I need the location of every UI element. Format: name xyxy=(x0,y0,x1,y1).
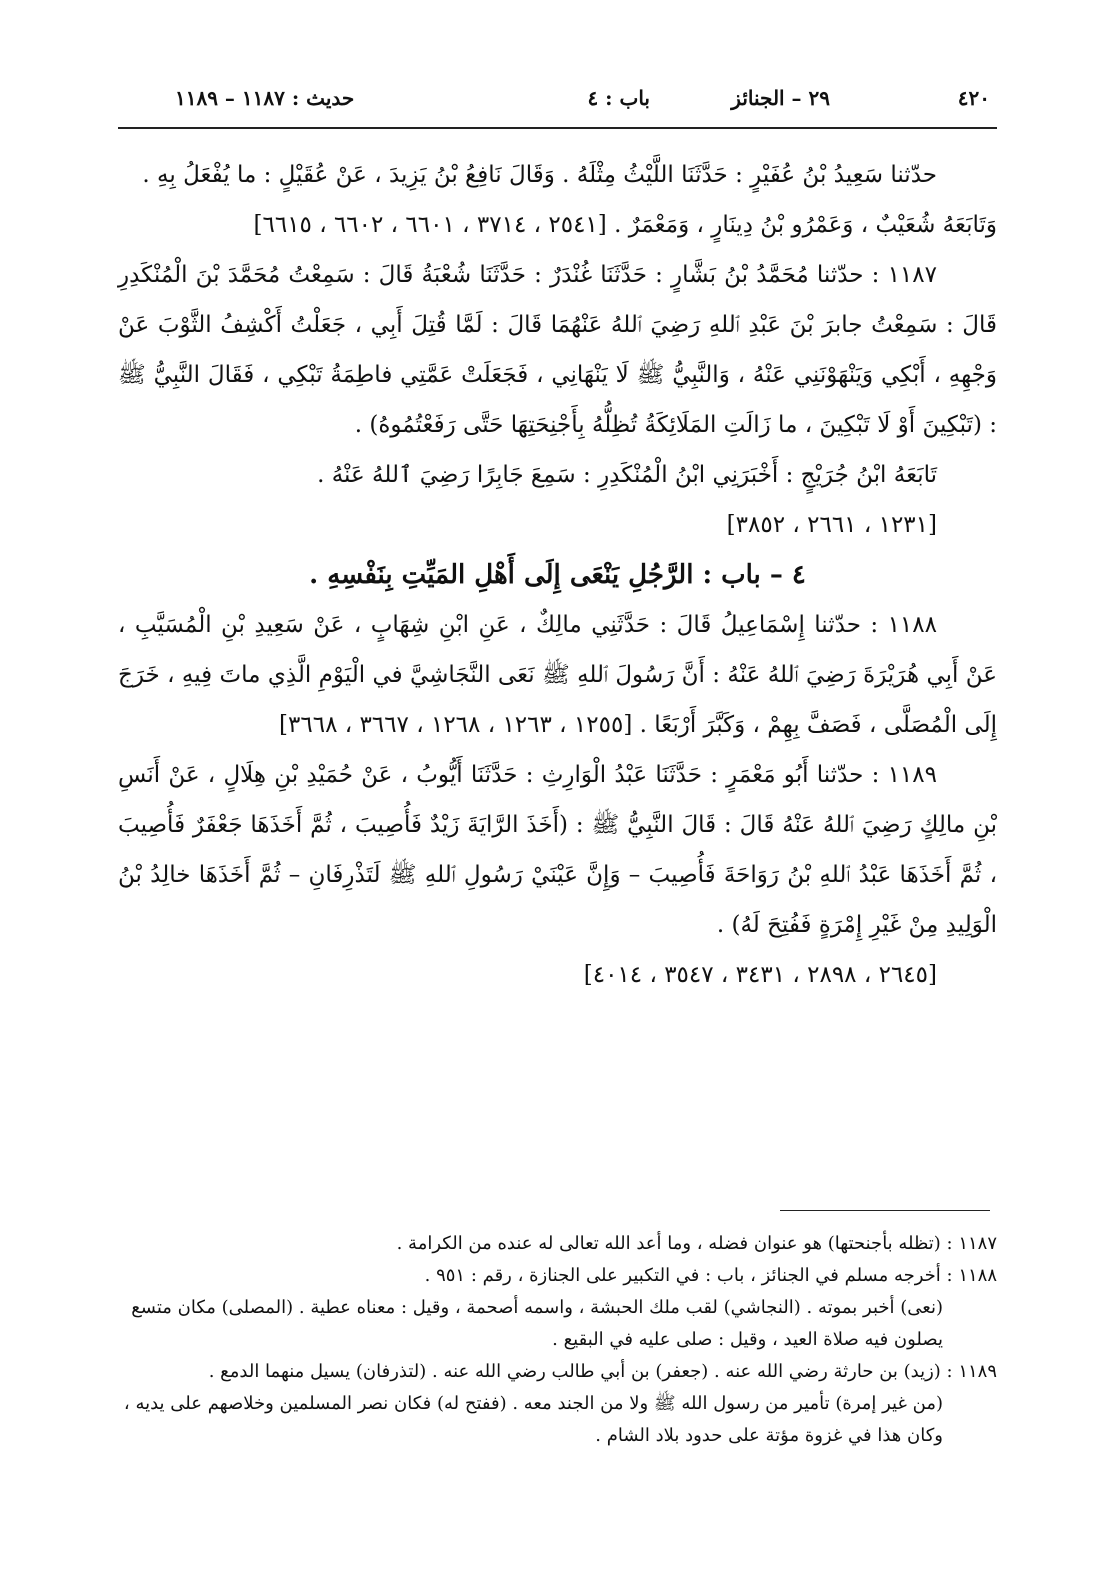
hadith-range: حديث : ١١٨٧ – ١١٨٩ xyxy=(175,86,355,110)
hadith-1187-refs: [١٢٣١ ، ٢٦٦١ ، ٣٨٥٢] xyxy=(726,512,937,538)
page-number: ٤٢٠ xyxy=(957,86,990,110)
hadith-1187: ١١٨٧ : حدّثنا مُحَمَّدُ بْنُ بَشَّارٍ : حَدَّثَنَا غُنْدَرٌ : حَدَّثَنَا شُعْبَةُ قَالَ : سَمِعْتُ مُحَمَّدَ بْنَ الْمُنْكَدِرِ قَالَ : سَمِعْتُ جابرَ بْنَ عَبْدِ ٱللهِ رَضِيَ ٱللهُ عَنْهُمَا قَالَ : لَمَّا قُتِلَ أَبِي ، جَعَلْتُ أَكْشِفُ الثَّوْبَ عَنْ وَجْهِهِ ، أَبْكِي وَيَنْهَوْنَنِي عَنْهُ ، وَالنَّبِيُّ ﷺ لَا يَنْهَانِي ، فَجَعَلَتْ عَمَّتِي فاطِمَةُ تَبْكِي ، فَقَالَ النَّبِيُّ ﷺ : (تَبْكِينَ أَوْ لَا تَبْكِينَ ، ما زَالَتِ المَلَائِكَةُ تُظِلُّهُ بِأَجْنِحَتِهَا حَتَّى رَفَعْتُمُوهُ) . xyxy=(118,262,998,438)
footnote-rule xyxy=(780,1210,990,1211)
hadith-continuation: حدّثنا سَعِيدُ بْنُ عُفَيْرٍ : حَدَّثَنَا اللَّيْثُ مِثْلَهُ . وَقَالَ نَافِعُ بْنُ يَزِيدَ ، عَنْ عُقَيْلٍ : ما يُفْعَلُ بِهِ . xyxy=(142,162,937,188)
hadith-1189-refs: [٢٦٤٥ ، ٢٨٩٨ ، ٣٤٣١ ، ٣٥٤٧ ، ٤٠١٤] xyxy=(583,962,937,988)
running-header xyxy=(175,84,990,118)
bab-number: باب : ٤ xyxy=(587,86,650,110)
footnote-1189-gloss: (من غير إمرة) تأمير من رسول الله ﷺ ولا من الجند معه . (ففتح له) فكان نصر المسلمين وخلاصهم على يديه ، وكان هذا في غزوة مؤتة على حدود بلاد الشام . xyxy=(123,1393,943,1446)
chapter-title: ٢٩ – الجنائز xyxy=(731,86,830,110)
footnote-1189: ١١٨٩ : (زيد) بن حارثة رضي الله عنه . (جعفر) بن أبي طالب رضي الله عنه . (لتذرفان) يسيل منهما الدمع . xyxy=(208,1361,997,1382)
main-text xyxy=(118,150,997,1000)
hadith-1187-mutaba: تَابَعَهُ ابْنُ جُرَيْجٍ : أَخْبَرَنِي ابْنُ الْمُنْكَدِرِ : سَمِعَ جَابِرًا رَضِيَ ٱللهُ عَنْهُ . xyxy=(317,462,937,488)
footnote-1187: ١١٨٧ : (تظله بأجنحتها) هو عنوان فضله ، وما أعد الله تعالى له عنده من الكرامة . xyxy=(396,1233,997,1254)
hadith-1188: ١١٨٨ : حدّثنا إِسْمَاعِيلُ قَالَ : حَدَّثَنِي مالِكٌ ، عَنِ ابْنِ شِهَابٍ ، عَنْ سَعِيدِ بْنِ الْمُسَيَّبِ ، عَنْ أَبِي هُرَيْرَةَ رَضِيَ ٱللهُ عَنْهُ : أَنَّ رَسُولَ ٱللهِ ﷺ نَعَى النَّجَاشِيَّ في الْيَوْمِ الَّذِي ماتَ فِيهِ ، خَرَجَ إِلَى الْمُصَلَّى ، فَصَفَّ بِهِمْ ، وَكَبَّرَ أَرْبَعًا . [١٢٥٥ ، ١٢٦٣ ، ١٢٦٨ ، ٣٦٦٧ ، ٣٦٦٨] xyxy=(118,612,998,738)
bab-heading: ٤ – باب : الرَّجُلِ يَنْعَى إِلَى أَهْلِ المَيِّتِ بِنَفْسِهِ . xyxy=(309,560,806,590)
footnote-1188: ١١٨٨ : أخرجه مسلم في الجنائز ، باب : في التكبير على الجنازة ، رقم : ٩٥١ . xyxy=(424,1265,997,1286)
header-rule xyxy=(118,127,997,129)
footnote-1188-gloss: (نعى) أخبر بموته . (النجاشي) لقب ملك الحبشة ، واسمه أصحمة ، وقيل : معناه عطية . (المصلى) مكان متسع يصلون فيه صلاة العيد ، وقيل : صلى عليه في البقيع . xyxy=(131,1297,943,1350)
footnotes xyxy=(118,1228,997,1452)
mutaba-line: وَتَابَعَهُ شُعَيْبٌ ، وَعَمْرُو بْنُ دِينَارٍ ، وَمَعْمَرٌ . [٢٥٤١ ، ٣٧١٤ ، ٦٦٠١ ، ٦٦٠٢ ، ٦٦١٥] xyxy=(253,212,997,238)
hadith-1189: ١١٨٩ : حدّثنا أَبُو مَعْمَرٍ : حَدَّثَنَا عَبْدُ الْوَارِثِ : حَدَّثَنَا أَيُّوبُ ، عَنْ حُمَيْدِ بْنِ هِلَالٍ ، عَنْ أَنَسِ بْنِ مالِكٍ رَضِيَ ٱللهُ عَنْهُ قَالَ : قَالَ النَّبِيُّ ﷺ : (أَخَذَ الرَّايَةَ زَيْدٌ فَأُصِيبَ ، ثُمَّ أَخَذَهَا جَعْفَرٌ فَأُصِيبَ ، ثُمَّ أَخَذَهَا عَبْدُ ٱللهِ بْنُ رَوَاحَةَ فَأُصِيبَ – وَإِنَّ عَيْنَيْ رَسُولِ ٱللهِ ﷺ لَتَذْرِفَانِ – ثُمَّ أَخَذَهَا خالِدُ بْنُ الْوَلِيدِ مِنْ غَيْرِ إِمْرَةٍ فَفُتِحَ لَهُ) . xyxy=(118,762,997,938)
